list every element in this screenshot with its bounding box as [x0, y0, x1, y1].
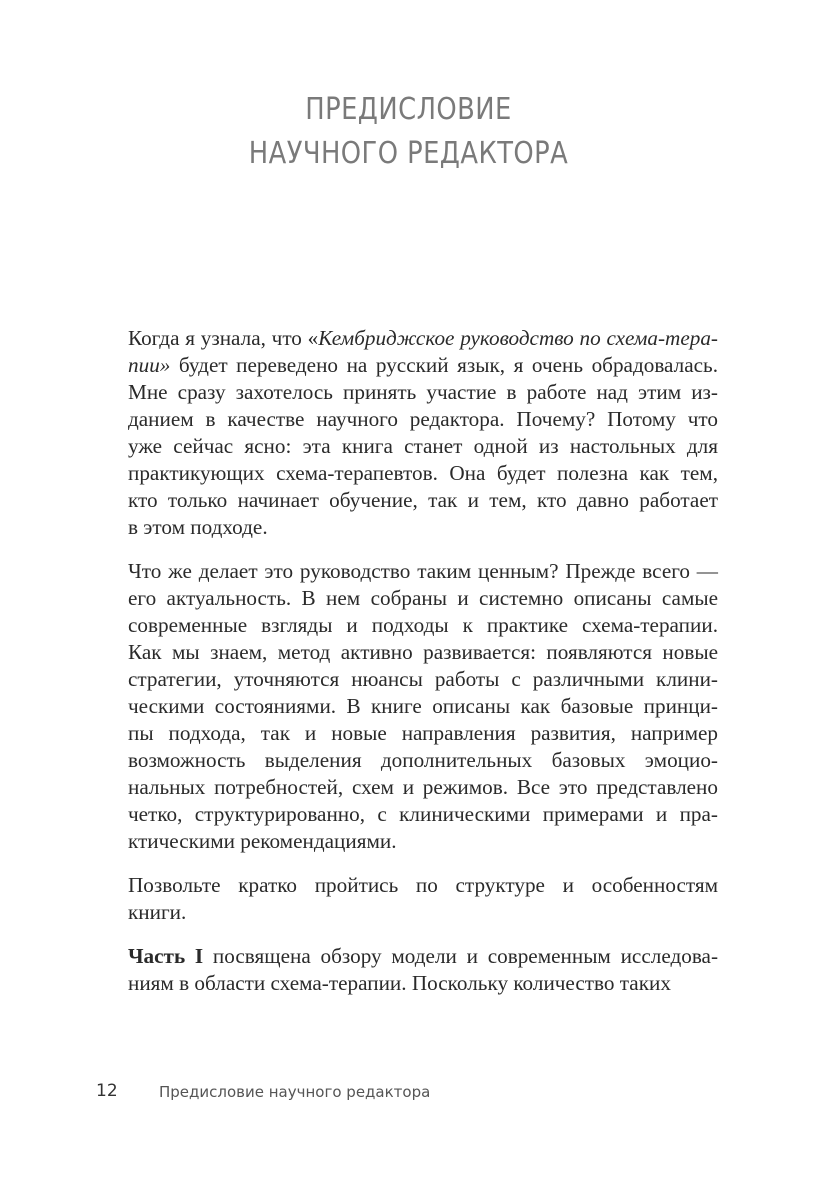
text-line	[128, 558, 718, 585]
text-run: посвящена обзору модели и современным исследова-	[203, 944, 719, 968]
paragraph	[128, 325, 718, 541]
text-run: современные взгляды и подходы к практике схема-терапии.	[128, 613, 718, 637]
text-line	[128, 970, 718, 997]
text-run: кто только начинает обучение, так и тем, кто давно работает	[128, 488, 718, 512]
text-run: возможность выделения дополнительных базовых эмоцио-	[128, 748, 718, 772]
page-number: 12	[96, 1081, 118, 1101]
text-line	[128, 325, 718, 352]
text-line	[128, 639, 718, 666]
text-line	[128, 487, 718, 514]
text-run: Позвольте кратко пройтись по структуре и особенностям	[128, 873, 718, 897]
text-line	[128, 828, 718, 855]
paragraph	[128, 943, 718, 997]
text-line	[128, 460, 718, 487]
paragraph	[128, 872, 718, 926]
text-line	[128, 585, 718, 612]
text-run: четко, структурированно, с клиническими примерами и пра-	[128, 802, 718, 826]
text-run: уже сейчас ясно: эта книга станет одной из настольных для	[128, 434, 718, 458]
text-line	[128, 612, 718, 639]
text-run: ческими состояниями. В книге описаны как базовые принци-	[128, 694, 718, 718]
text-line	[128, 352, 718, 379]
text-run: Как мы знаем, метод активно развивается: появляются новые	[128, 640, 718, 664]
text-run: практикующих схема-терапевтов. Она будет полезна как тем,	[128, 461, 718, 485]
text-run: данием в качестве научного редактора. Почему? Потому что	[128, 407, 718, 431]
text-run: стратегии, уточняются нюансы работы с различными клини-	[128, 667, 718, 691]
text-line	[128, 899, 718, 926]
text-line	[128, 872, 718, 899]
text-line	[128, 747, 718, 774]
paragraph	[128, 558, 718, 855]
text-line	[128, 406, 718, 433]
text-line	[128, 433, 718, 460]
running-title: Предисловие научного редактора	[159, 1083, 431, 1101]
italic-text: Кембриджское руководство по схема-тера-	[318, 326, 718, 350]
text-line	[128, 774, 718, 801]
italic-text: пии»	[128, 353, 171, 377]
body-text	[128, 325, 718, 1014]
bold-text: Часть I	[128, 944, 204, 968]
text-run: Мне сразу захотелось принять участие в работе над этим из-	[128, 380, 718, 404]
text-run: его актуальность. В нем собраны и системно описаны самые	[128, 586, 718, 610]
text-run: ниям в области схема-терапии. Поскольку количество таких	[128, 971, 671, 995]
text-run: будет переведено на русский язык, я очень обрадовалась.	[170, 353, 718, 377]
chapter-title-line-1: ПРЕДИСЛОВИЕ	[305, 92, 512, 127]
text-line	[128, 514, 718, 541]
text-run: Что же делает это руководство таким ценным? Прежде всего —	[128, 559, 718, 583]
text-run: нальных потребностей, схем и режимов. Все это представлено	[128, 775, 718, 799]
chapter-title	[0, 88, 817, 176]
text-run: Когда я узнала, что «	[128, 326, 319, 350]
text-line	[128, 720, 718, 747]
text-run: пы подхода, так и новые направления развития, например	[128, 721, 718, 745]
text-line	[128, 379, 718, 406]
text-line	[128, 693, 718, 720]
text-line	[128, 666, 718, 693]
text-run: в этом подходе.	[128, 515, 268, 539]
text-run: книги.	[128, 900, 187, 924]
text-line	[128, 801, 718, 828]
text-run: ктическими рекомендациями.	[128, 829, 397, 853]
chapter-title-line-2: НАУЧНОГО РЕДАКТОРА	[248, 136, 569, 171]
text-line	[128, 943, 718, 970]
